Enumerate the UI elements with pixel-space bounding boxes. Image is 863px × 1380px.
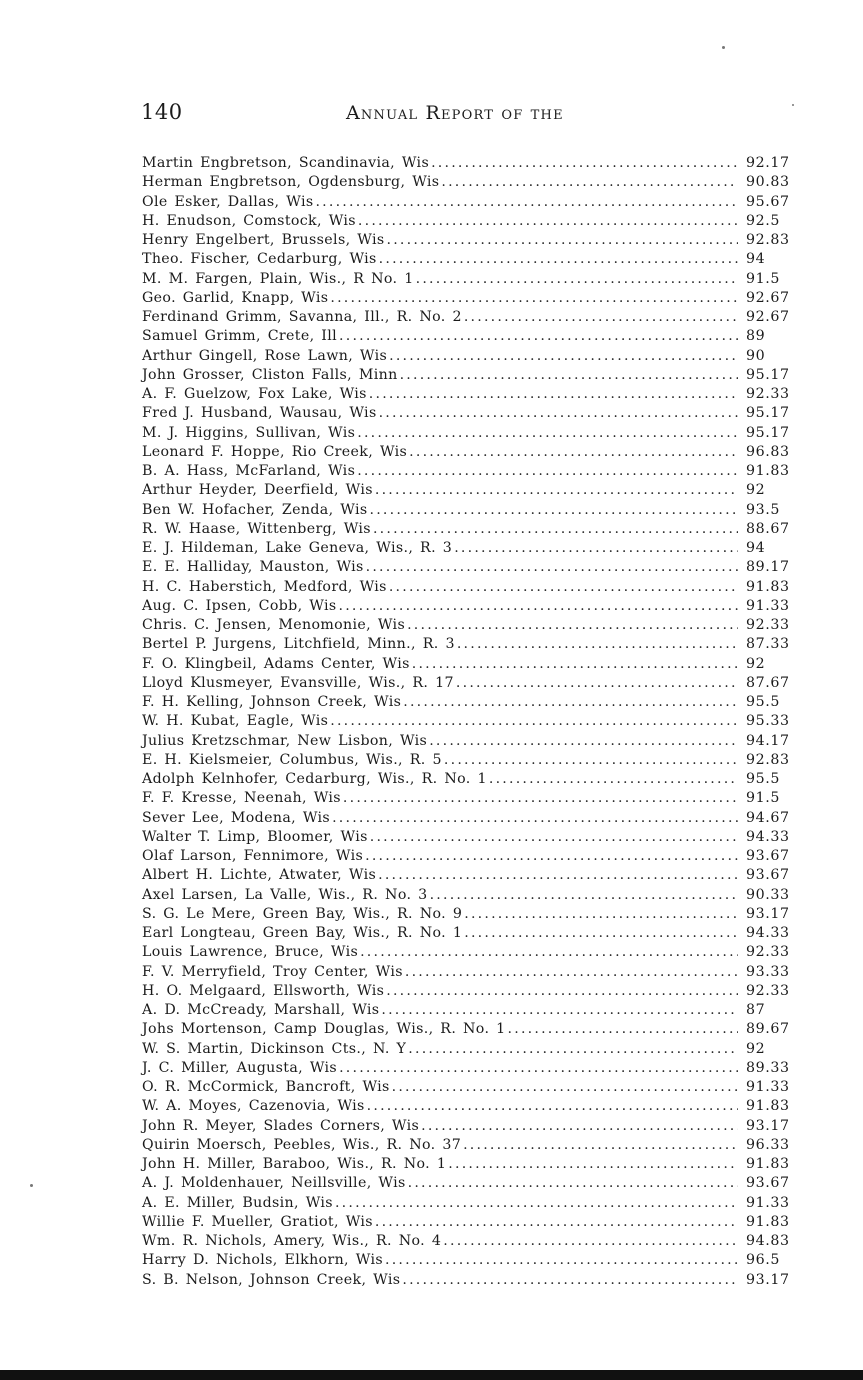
list-item	[142, 1117, 796, 1136]
dot-leader	[370, 501, 739, 520]
dot-leader	[464, 308, 738, 327]
entry-score: 91.5	[746, 790, 780, 807]
list-item	[142, 943, 796, 962]
dot-leader	[373, 520, 738, 539]
entry-score: 96.5	[746, 1252, 780, 1269]
list-item	[142, 886, 796, 905]
list-item	[142, 520, 796, 539]
entry-score: 93.67	[746, 848, 790, 864]
entry-name: Adolph Kelnhofer, Cedarburg, Wis., R. No. 1	[142, 771, 487, 787]
list-item	[142, 712, 796, 731]
list-item	[142, 751, 796, 770]
entry-score: 87.33	[746, 636, 790, 653]
dot-leader	[408, 1040, 738, 1059]
entry-score: 93.67	[746, 1175, 790, 1192]
entry-score: 92.33	[746, 386, 790, 402]
dot-leader	[343, 789, 738, 808]
entry-name: W. H. Kubat, Eagle, Wis	[142, 713, 329, 730]
entry-score: 93.17	[746, 905, 790, 922]
list-item	[142, 270, 796, 289]
entry-name: Harry D. Nichols, Elkhorn, Wis	[142, 1252, 383, 1269]
entry-name: H. Enudson, Comstock, Wis	[142, 212, 356, 229]
list-item	[142, 193, 796, 212]
list-item	[142, 655, 796, 674]
list-item	[142, 289, 796, 308]
page-number: 140	[141, 100, 183, 124]
dot-leader	[416, 270, 738, 289]
entry-name: Samuel Grimm, Crete, Ill	[142, 328, 338, 345]
list-item	[142, 616, 796, 635]
dot-leader	[370, 828, 738, 847]
entry-score: 92.83	[746, 232, 790, 248]
list-item	[142, 385, 796, 404]
list-item	[142, 1213, 796, 1232]
entry-score: 92.33	[746, 944, 790, 961]
list-item	[142, 1271, 796, 1290]
dot-leader	[365, 847, 738, 866]
dot-leader	[443, 1232, 738, 1251]
entry-score: 95.17	[746, 405, 790, 422]
scan-speck	[30, 1184, 33, 1187]
entry-score: 87.67	[746, 674, 790, 691]
dot-leader	[441, 173, 738, 192]
list-item	[142, 404, 796, 423]
entry-score: 92	[746, 655, 766, 672]
entry-score: 91.33	[746, 1194, 790, 1211]
list-item	[142, 924, 796, 943]
list-item	[142, 443, 796, 462]
entry-name: Chris. C. Jensen, Menomonie, Wis	[142, 617, 406, 633]
entry-score: 91.5	[746, 270, 780, 287]
entry-score: 94.33	[746, 925, 790, 941]
entry-score: 89.17	[746, 559, 790, 576]
running-head: Annual Report of the	[346, 102, 564, 124]
entry-score: 95.5	[746, 694, 780, 710]
entry-name: F. O. Klingbeil, Adams Center, Wis	[142, 655, 410, 672]
entry-name: Theo. Fischer, Cedarburg, Wis	[142, 251, 377, 268]
entry-name: R. W. Haase, Wittenberg, Wis	[142, 520, 371, 537]
entry-name: F. F. Kresse, Neenah, Wis	[142, 790, 341, 807]
entry-score: 91.83	[746, 1213, 790, 1230]
dot-leader	[369, 385, 738, 404]
entry-score: 94.17	[746, 732, 790, 749]
list-item	[142, 1155, 796, 1174]
entry-score: 92.67	[746, 309, 790, 325]
entry-name: Earl Longteau, Green Bay, Wis., R. No. 1	[142, 925, 463, 941]
entry-score: 90.83	[746, 174, 790, 191]
dot-leader	[457, 635, 738, 654]
scan-border	[0, 1370, 863, 1380]
entry-score: 88.67	[746, 520, 790, 537]
dot-leader	[381, 1001, 738, 1020]
entry-name: Louis Lawrence, Bruce, Wis	[142, 944, 359, 961]
dot-leader	[386, 982, 738, 1001]
list-item	[142, 1232, 796, 1251]
dot-leader	[375, 1213, 738, 1232]
list-item	[142, 154, 796, 173]
list-item	[142, 1174, 796, 1193]
dot-leader	[409, 443, 738, 462]
dot-leader	[421, 1117, 738, 1136]
entry-score: 91.33	[746, 597, 790, 614]
list-item	[142, 366, 796, 385]
dot-leader	[387, 231, 739, 250]
dot-leader	[339, 597, 738, 616]
list-item	[142, 578, 796, 597]
entry-score: 93.17	[746, 1271, 790, 1288]
entry-score: 93.5	[746, 501, 780, 518]
entry-score: 92.67	[746, 289, 790, 306]
entry-score: 92.17	[746, 155, 790, 171]
entry-name: Johs Mortenson, Camp Douglas, Wis., R. No. 1	[142, 1021, 506, 1038]
dot-leader	[379, 250, 738, 269]
entry-score: 96.33	[746, 1136, 790, 1153]
entry-score: 92.83	[746, 751, 790, 768]
list-item	[142, 327, 796, 346]
dot-leader	[330, 289, 738, 308]
entry-name: Martin Engbretson, Scandinavia, Wis	[142, 155, 430, 171]
entry-score: 92.33	[746, 617, 790, 633]
dot-leader	[330, 712, 738, 731]
list-item	[142, 789, 796, 808]
entry-score: 87	[746, 1002, 766, 1018]
entry-name: Lloyd Klusmeyer, Evansville, Wis., R. 17	[142, 674, 454, 691]
dot-leader	[456, 674, 738, 693]
list-item	[142, 558, 796, 577]
entry-score: 91.83	[746, 1098, 790, 1115]
dot-leader	[357, 462, 738, 481]
list-item	[142, 866, 796, 885]
dot-leader	[464, 924, 738, 943]
dot-leader	[448, 1155, 738, 1174]
entry-name: M. M. Fargen, Plain, Wis., R No. 1	[142, 270, 414, 287]
dot-leader	[444, 751, 738, 770]
list-item	[142, 732, 796, 751]
dot-leader	[389, 347, 738, 366]
entry-score: 95.5	[746, 771, 780, 787]
entry-name: Leonard F. Hoppe, Rio Creek, Wis	[142, 443, 408, 460]
dot-leader	[375, 481, 738, 500]
entry-score: 92	[746, 482, 766, 499]
dot-leader	[335, 1194, 738, 1213]
list-item	[142, 1078, 796, 1097]
entry-score: 89	[746, 328, 766, 345]
entry-name: Fred J. Husband, Wausau, Wis	[142, 405, 377, 422]
entry-name: A. F. Guelzow, Fox Lake, Wis	[142, 386, 367, 402]
dot-leader	[431, 154, 738, 173]
dot-leader	[454, 539, 738, 558]
entry-score: 95.67	[746, 193, 790, 210]
dot-leader	[430, 886, 738, 905]
entry-name: Henry Engelbert, Brussels, Wis	[142, 232, 385, 248]
list-item	[142, 1251, 796, 1270]
dot-leader	[464, 905, 738, 924]
entry-name: Geo. Garlid, Knapp, Wis	[142, 289, 329, 306]
entry-score: 92.5	[746, 212, 780, 229]
list-item	[142, 1059, 796, 1078]
dot-leader	[389, 578, 738, 597]
dot-leader	[378, 866, 738, 885]
entry-name: A. E. Miller, Budsin, Wis	[142, 1194, 333, 1211]
entry-score: 91.83	[746, 1156, 790, 1172]
entry-name: Ferdinand Grimm, Savanna, Ill., R. No. 2	[142, 309, 462, 325]
entry-name: B. A. Hass, McFarland, Wis	[142, 463, 356, 479]
entry-name: F. V. Merryfield, Troy Center, Wis	[142, 963, 403, 980]
dot-leader	[402, 1271, 738, 1290]
list-item	[142, 250, 796, 269]
entry-score: 93.33	[746, 963, 790, 980]
entry-score: 94.33	[746, 828, 790, 845]
entry-name: Herman Engbretson, Ogdensburg, Wis	[142, 174, 440, 191]
entry-name: Sever Lee, Modena, Wis	[142, 809, 331, 826]
entry-name: A. D. McCready, Marshall, Wis	[142, 1002, 380, 1018]
dot-leader	[408, 1174, 738, 1193]
list-item	[142, 539, 796, 558]
dot-leader	[412, 655, 738, 674]
list-item	[142, 905, 796, 924]
entry-name: H. O. Melgaard, Ellsworth, Wis	[142, 982, 385, 999]
entry-name: John R. Meyer, Slades Corners, Wis	[142, 1117, 420, 1134]
list-item	[142, 462, 796, 481]
entry-name: Quirin Moersch, Peebles, Wis., R. No. 37	[142, 1136, 462, 1153]
entry-name: Walter T. Limp, Bloomer, Wis	[142, 828, 368, 845]
entry-score: 94	[746, 251, 766, 268]
entry-score: 92	[746, 1040, 766, 1057]
dot-leader	[405, 963, 738, 982]
entry-score: 90.33	[746, 886, 790, 903]
list-item	[142, 809, 796, 828]
list-item	[142, 308, 796, 327]
list-item	[142, 963, 796, 982]
list-item	[142, 597, 796, 616]
scan-speck	[792, 104, 794, 106]
entry-name: E. H. Kielsmeier, Columbus, Wis., R. 5	[142, 751, 442, 768]
list-item	[142, 347, 796, 366]
entry-name: Julius Kretzschmar, New Lisbon, Wis	[142, 732, 428, 749]
entry-name: Willie F. Mueller, Gratiot, Wis	[142, 1213, 373, 1230]
dot-leader	[357, 424, 738, 443]
entry-name: Albert H. Lichte, Atwater, Wis	[142, 867, 377, 884]
list-item	[142, 173, 796, 192]
list-item	[142, 1136, 796, 1155]
entry-name: E. J. Hildeman, Lake Geneva, Wis., R. 3	[142, 540, 453, 556]
dot-leader	[379, 404, 738, 423]
list-item	[142, 847, 796, 866]
list-item	[142, 1040, 796, 1059]
list-item	[142, 481, 796, 500]
entry-score: 94	[746, 540, 766, 556]
dot-leader	[400, 366, 738, 385]
entry-score: 93.17	[746, 1117, 790, 1134]
dot-leader	[358, 212, 738, 231]
entry-score: 89.33	[746, 1059, 790, 1076]
entry-score: 96.83	[746, 443, 790, 460]
entry-name: Olaf Larson, Fennimore, Wis	[142, 848, 364, 864]
dot-leader	[339, 1059, 738, 1078]
entry-name: Wm. R. Nichols, Amery, Wis., R. No. 4	[142, 1233, 442, 1249]
dot-leader	[366, 558, 738, 577]
list-item	[142, 212, 796, 231]
entry-name: Aug. C. Ipsen, Cobb, Wis	[142, 597, 337, 614]
list-item	[142, 424, 796, 443]
entry-score: 94.83	[746, 1233, 790, 1249]
dot-leader	[315, 193, 738, 212]
entry-name: Arthur Heyder, Deerfield, Wis	[142, 482, 373, 499]
entry-score: 95.17	[746, 366, 790, 383]
list-item	[142, 770, 796, 789]
entry-name: Ole Esker, Dallas, Wis	[142, 193, 314, 210]
dot-leader	[360, 943, 738, 962]
dot-leader	[463, 1136, 738, 1155]
list-item	[142, 1001, 796, 1020]
dot-leader	[489, 770, 738, 789]
list-item	[142, 674, 796, 693]
entry-score: 93.67	[746, 867, 790, 884]
entry-name: Bertel P. Jurgens, Litchfield, Minn., R. 3	[142, 636, 455, 653]
list-item	[142, 635, 796, 654]
entry-name: Ben W. Hofacher, Zenda, Wis	[142, 501, 368, 518]
entry-name: A. J. Moldenhauer, Neillsville, Wis	[142, 1175, 406, 1192]
list-item	[142, 828, 796, 847]
entry-score: 95.17	[746, 424, 790, 441]
entry-score: 90	[746, 347, 766, 364]
entry-name: F. H. Kelling, Johnson Creek, Wis	[142, 694, 402, 710]
list-item	[142, 982, 796, 1001]
scan-speck	[722, 46, 725, 49]
entry-score: 91.33	[746, 1079, 790, 1095]
dot-leader	[385, 1251, 738, 1270]
list-item	[142, 1097, 796, 1116]
list-item	[142, 1020, 796, 1039]
entry-name: J. C. Miller, Augusta, Wis	[142, 1059, 338, 1076]
dot-leader	[407, 616, 738, 635]
entry-list	[142, 154, 796, 1290]
list-item	[142, 231, 796, 250]
dot-leader	[429, 732, 738, 751]
entry-name: S. B. Nelson, Johnson Creek, Wis	[142, 1271, 401, 1288]
entry-name: John H. Miller, Baraboo, Wis., R. No. 1	[142, 1156, 447, 1172]
dot-leader	[392, 1078, 738, 1097]
entry-name: W. A. Moyes, Cazenovia, Wis	[142, 1098, 365, 1115]
list-item	[142, 693, 796, 712]
entry-name: Arthur Gingell, Rose Lawn, Wis	[142, 347, 388, 364]
entry-name: S. G. Le Mere, Green Bay, Wis., R. No. 9	[142, 905, 463, 922]
dot-leader	[508, 1020, 738, 1039]
dot-leader	[332, 809, 738, 828]
entry-name: Axel Larsen, La Valle, Wis., R. No. 3	[142, 886, 428, 903]
entry-score: 92.33	[746, 982, 790, 999]
entry-name: H. C. Haberstich, Medford, Wis	[142, 578, 387, 595]
list-item	[142, 501, 796, 520]
entry-score: 91.83	[746, 578, 790, 595]
entry-score: 95.33	[746, 713, 790, 730]
list-item	[142, 1194, 796, 1213]
entry-score: 89.67	[746, 1021, 790, 1038]
entry-name: John Grosser, Cliston Falls, Minn	[142, 366, 398, 383]
dot-leader	[403, 693, 738, 712]
entry-name: M. J. Higgins, Sullivan, Wis	[142, 424, 356, 441]
entry-name: W. S. Martin, Dickinson Cts., N. Y	[142, 1040, 407, 1057]
entry-name: O. R. McCormick, Bancroft, Wis	[142, 1079, 390, 1095]
dot-leader	[339, 327, 738, 346]
entry-score: 91.83	[746, 463, 790, 479]
entry-name: E. E. Halliday, Mauston, Wis	[142, 559, 364, 576]
entry-score: 94.67	[746, 809, 790, 826]
dot-leader	[367, 1097, 738, 1116]
